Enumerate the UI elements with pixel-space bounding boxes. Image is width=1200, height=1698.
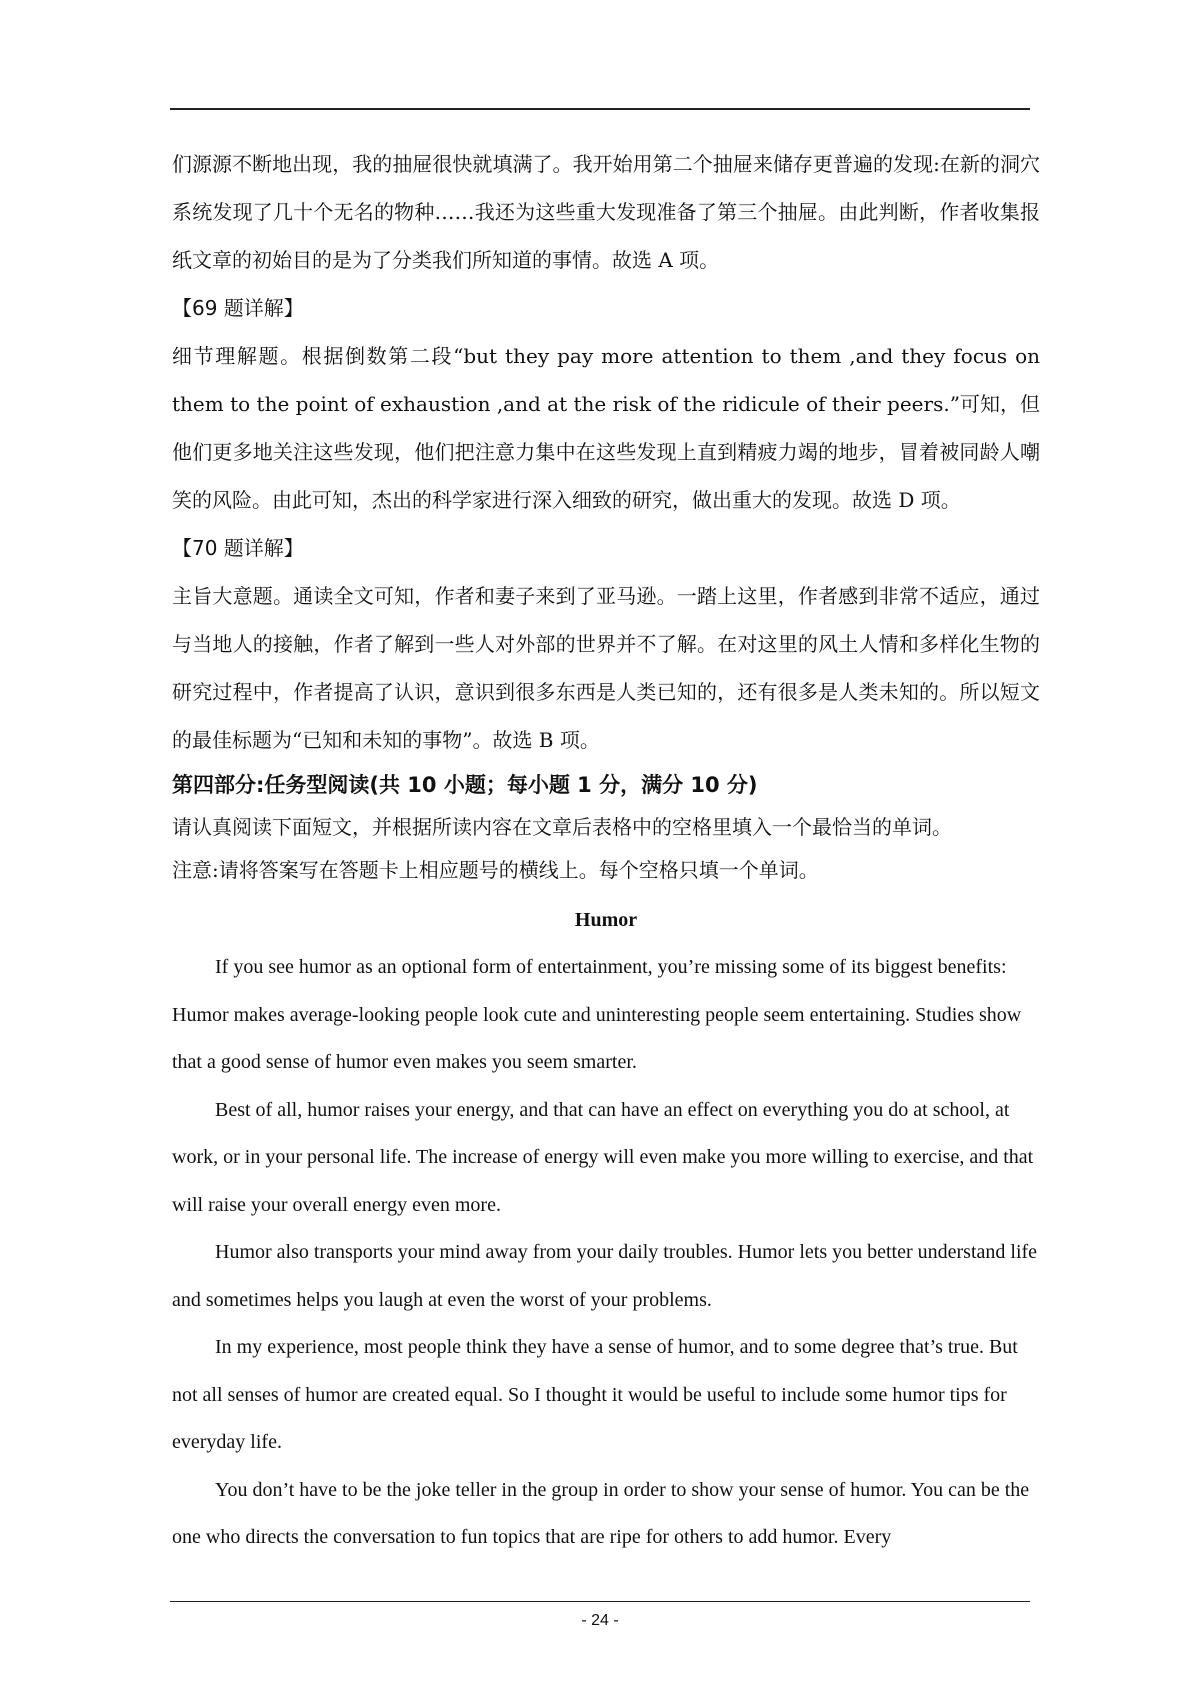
article-paragraph: Best of all, humor raises your energy, and that can have an effect on everything you do at school, at work, or in your personal life. The increase of energy will even make you more willing to exercise, and that will raise your overall energy even more. bbox=[172, 1098, 1034, 1216]
page-number: - 24 - bbox=[581, 1612, 619, 1629]
article-paragraph: You don’t have to be the joke teller in the group in order to show your sense of humor. You can be the one who directs the conversation to fun topics that are ripe for others to add humor. Every bbox=[172, 1478, 1030, 1548]
q70-heading: 【70 题详解】 bbox=[172, 536, 304, 560]
section-title: 第四部分:任务型阅读(共 10 小题；每小题 1 分，满分 10 分) bbox=[172, 773, 758, 797]
continued-explanation: 们源源不断地出现，我的抽屉很快就填满了。我开始用第二个抽屉来储存更普遍的发现:在新的洞穴系统发现了几十个无名的物种……我还为这些重大发现准备了第三个抽屉。由此判断，作者收集报纸文章的初始目的是为了分类我们所知道的事情。故选 A 项。 bbox=[172, 152, 1040, 272]
article-paragraph: If you see humor as an optional form of entertainment, you’re missing some of its biggest benefits: Humor makes average-looking people look cute and uninteresting people seem entertaining. Studies show that a good sense of humor even makes you seem smarter. bbox=[172, 956, 1022, 1073]
article-paragraph: In my experience, most people think they have a sense of humor, and to some degree that’s true. But not all senses of humor are created equal. So I thought it would be useful to include some humor tips for everyday life. bbox=[172, 1336, 1018, 1453]
header-rule bbox=[170, 108, 1030, 110]
section-note: 注意:请将答案写在答题卡上相应题号的横线上。每个空格只填一个单词。 bbox=[172, 858, 819, 882]
article-paragraph: Humor also transports your mind away from your daily troubles. Humor lets you better understand life and sometimes helps you laugh at even the worst of your problems. bbox=[172, 1241, 1038, 1311]
footer-rule bbox=[170, 1601, 1030, 1602]
article-title: Humor bbox=[574, 909, 638, 931]
page-content bbox=[172, 140, 1040, 1562]
q70-explanation: 主旨大意题。通读全文可知，作者和妻子来到了亚马逊。一踏上这里，作者感到非常不适应，通过与当地人的接触，作者了解到一些人对外部的世界并不了解。在对这里的风土人情和多样化生物的研究过程中，作者提高了认识，意识到很多东西是人类已知的，还有很多是人类未知的。所以短文的最佳标题为“已知和未知的事物”。故选 B 项。 bbox=[172, 584, 1040, 752]
q69-explanation: 细节理解题。根据倒数第二段“but they pay more attention to them ,and they focus on them to the point of exhaustion ,and at the risk of the ridicule of their peers.”可知，但他们更多地关注这些发现，他们把注意力集中在这些发现上直到精疲力竭的地步，冒着被同龄人嘲笑的风险。由此可知，杰出的科学家进行深入细致的研究，做出重大的发现。故选 D 项。 bbox=[172, 344, 1040, 512]
section-instruction: 请认真阅读下面短文，并根据所读内容在文章后表格中的空格里填入一个最恰当的单词。 bbox=[172, 815, 952, 839]
q69-heading: 【69 题详解】 bbox=[172, 296, 304, 320]
